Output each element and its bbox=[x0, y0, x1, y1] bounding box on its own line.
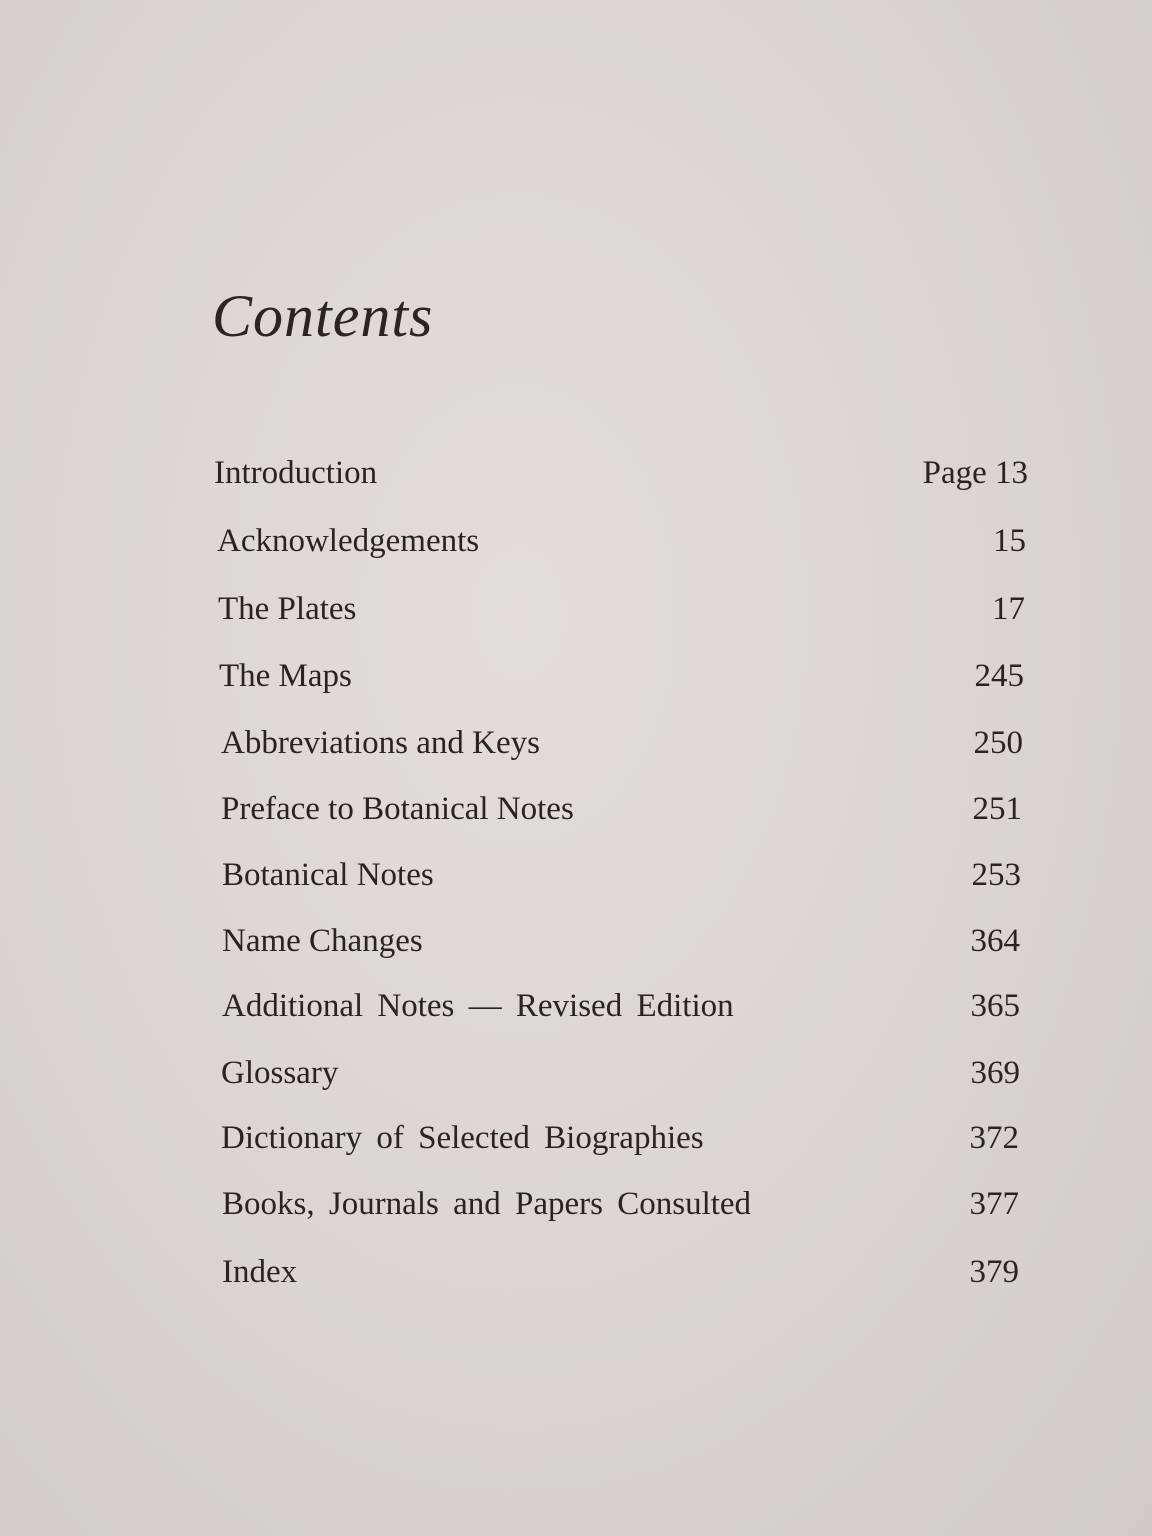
toc-entry-page: 364 bbox=[970, 923, 1020, 959]
toc-entry-page: Page 13 bbox=[922, 455, 1028, 491]
toc-entry-title: Botanical Notes bbox=[222, 857, 434, 893]
toc-entry bbox=[222, 918, 1020, 964]
toc-entry-title: Abbreviations and Keys bbox=[221, 725, 540, 761]
toc-entry-title: Preface to Botanical Notes bbox=[221, 791, 574, 827]
toc-entry-page: 365 bbox=[970, 988, 1020, 1024]
toc-entry-title: Acknowledgements bbox=[217, 523, 480, 559]
toc-entry bbox=[222, 983, 1020, 1029]
toc-entry bbox=[221, 786, 1022, 832]
toc-entry bbox=[218, 586, 1025, 632]
toc-entry-title: Additional Notes — Revised Edition bbox=[222, 988, 734, 1024]
toc-entry-page: 377 bbox=[969, 1186, 1019, 1222]
toc-entry-title: Dictionary of Selected Biographies bbox=[221, 1120, 704, 1156]
toc-entry-page: 369 bbox=[970, 1055, 1020, 1091]
toc-entry-title: Index bbox=[222, 1254, 298, 1290]
toc-entry-title: Introduction bbox=[214, 455, 378, 491]
toc-entry bbox=[217, 518, 1026, 564]
toc-entry bbox=[222, 1249, 1019, 1295]
toc-entry-page: 15 bbox=[993, 523, 1026, 559]
toc-entry bbox=[221, 1115, 1019, 1161]
toc-entry-title: The Plates bbox=[218, 591, 357, 627]
toc-entry-title: Books, Journals and Papers Consulted bbox=[222, 1186, 752, 1222]
toc-entry bbox=[222, 1181, 1019, 1227]
toc-entry-title: Name Changes bbox=[222, 923, 423, 959]
toc-entry-page: 250 bbox=[973, 725, 1023, 761]
toc-entry bbox=[219, 653, 1024, 699]
toc-entry-title: The Maps bbox=[219, 658, 352, 694]
contents-heading: Contents bbox=[212, 283, 434, 349]
toc-entry-page: 372 bbox=[969, 1120, 1019, 1156]
toc-entry bbox=[221, 720, 1023, 766]
toc-entry bbox=[214, 450, 1028, 496]
toc-entry bbox=[222, 852, 1021, 898]
toc-entry-page: 379 bbox=[969, 1254, 1019, 1290]
toc-entry-page: 253 bbox=[971, 857, 1021, 893]
toc-entry-page: 245 bbox=[974, 658, 1024, 694]
toc-entry-page: 251 bbox=[972, 791, 1022, 827]
toc-entry-title: Glossary bbox=[221, 1055, 339, 1091]
toc-entry-page: 17 bbox=[992, 591, 1025, 627]
toc-entry bbox=[221, 1050, 1020, 1096]
